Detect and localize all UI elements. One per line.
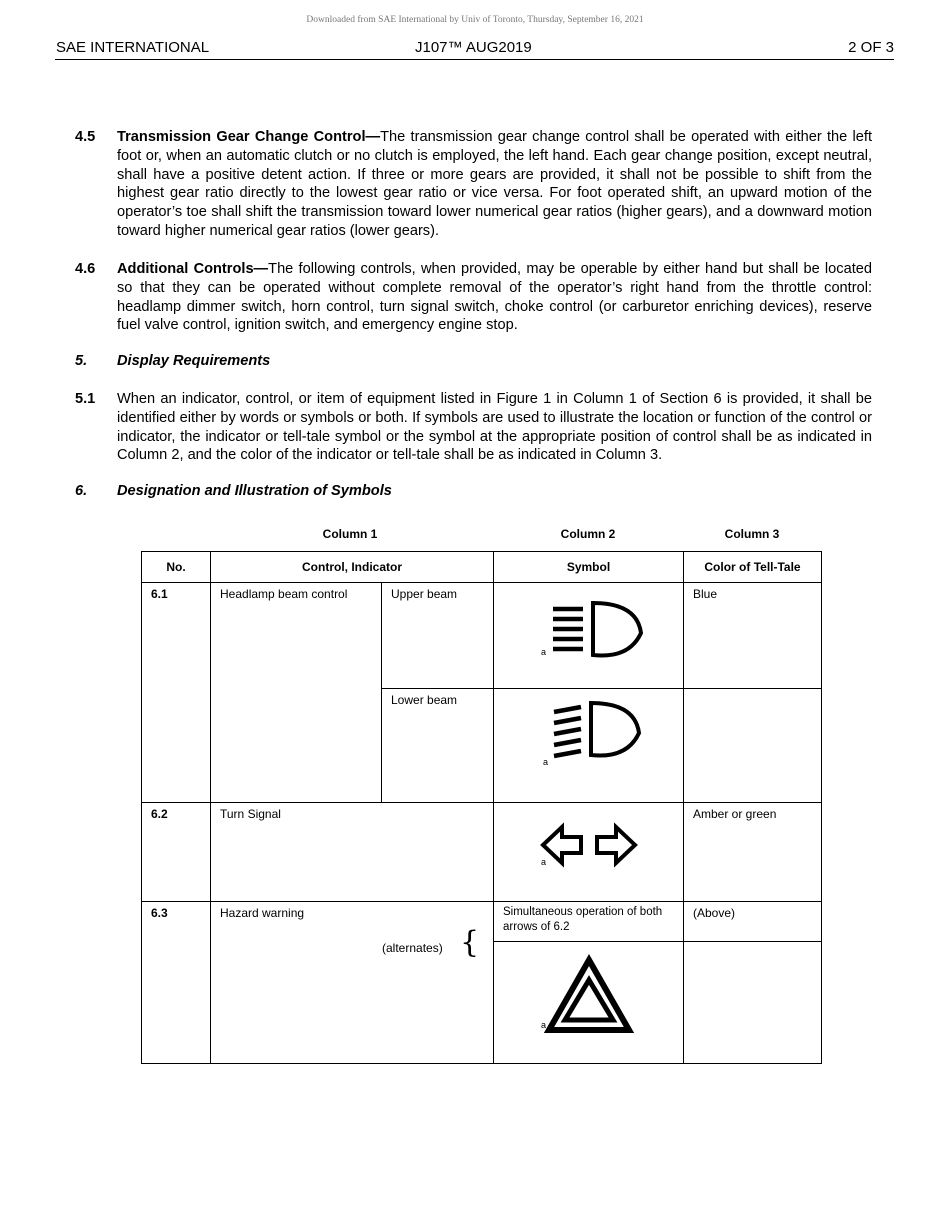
- row-color: (Above): [684, 902, 822, 942]
- row-subcontrol: Lower beam: [382, 689, 494, 803]
- row-symbol: [494, 689, 684, 803]
- headlamp-upper-beam-icon: [529, 587, 649, 667]
- section-4-6: [75, 260, 872, 335]
- table-row: [142, 803, 822, 902]
- header-org: SAE INTERNATIONAL: [56, 39, 210, 56]
- header-symbol: Symbol: [494, 552, 684, 583]
- row-control: Headlamp beam control: [211, 583, 382, 803]
- section-text: When an indicator, control, or item of equipment listed in Figure 1 in Column 1 of Section 6 is provided, it shall be identified either by words or symbols or both. If symbols are used to illustrate the location or function of the control or indicator, the indicator or tell-tale symbol or the symbol at the appropriate position of control shall be as indicated in Column 2, and the color of the indicator or tell-tale shall be as indicated in Column 3.: [117, 391, 872, 464]
- header-color: Color of Tell-Tale: [684, 552, 822, 583]
- section-lead: Additional Controls—: [117, 261, 269, 277]
- row-number: 6.1: [142, 583, 211, 803]
- symbols-table: [141, 551, 822, 1064]
- header-control: Control, Indicator: [211, 552, 494, 583]
- row-color: Blue: [684, 583, 822, 689]
- section-title: Designation and Illustration of Symbols: [117, 483, 392, 499]
- table-row: [142, 583, 822, 689]
- section-title: Display Requirements: [117, 353, 271, 369]
- row-symbol: [494, 942, 684, 1064]
- brace-icon: {: [460, 925, 480, 960]
- row-color: [684, 942, 822, 1064]
- section-number: 4.5: [75, 129, 96, 145]
- header-doc-id: J107™ AUG2019: [415, 39, 532, 56]
- hazard-triangle-icon: [529, 946, 649, 1046]
- section-text: The transmission gear change control shall be operated with either the left foot or, when an automatic clutch or no clutch is employed, the left hand. Each gear change position, except neutral, shall have a positive detent action. If three or more gears are provided, it shall not be possible to shift from the highest gear ratio directly to the lowest gear ratio or vice versa. For foot operated shift, an upward motion of the operator’s toe shall shift the transmission toward lower numerical gear ratios (higher gears), and a downward motion toward higher numerical gear ratios (lower gears).: [117, 129, 873, 239]
- section-text: The following controls, when provided, may be operable by either hand but shall be located so that they can be operated without complete removal of the operator’s right hand from the throttle control: headlamp dimmer switch, horn control, turn signal switch, choke control (or carburetor enriching devices), reserve fuel valve control, ignition switch, and emergency engine stop.: [117, 261, 872, 334]
- row-control: Turn Signal: [211, 803, 494, 902]
- column-1-label: Column 1: [322, 527, 378, 541]
- headlamp-lower-beam-icon: [529, 693, 649, 773]
- page-header: [55, 38, 894, 60]
- section-5-1: [75, 390, 872, 465]
- section-5-heading: [75, 353, 271, 369]
- row-color: Amber or green: [684, 803, 822, 902]
- section-4-5: [75, 128, 872, 241]
- header-no: No.: [142, 552, 211, 583]
- table-header-row: [142, 552, 822, 583]
- row-subcontrol: Upper beam: [382, 583, 494, 689]
- row-symbol: [494, 803, 684, 902]
- alternates-label: (alternates): [382, 941, 443, 955]
- row-color: [684, 689, 822, 803]
- row-symbol: [494, 583, 684, 689]
- symbol-note: a: [540, 647, 546, 657]
- row-control: Hazard warning: [211, 902, 494, 1064]
- section-number: 5.: [75, 353, 88, 369]
- symbol-note: a: [540, 857, 546, 867]
- column-2-label: Column 2: [560, 527, 616, 541]
- turn-signal-arrows-icon: [529, 807, 649, 877]
- section-6-heading: [75, 483, 392, 499]
- row-number: 6.3: [142, 902, 211, 1064]
- row-symbol-text: Simultaneous operation of both arrows of 6.2: [494, 902, 684, 942]
- symbol-note: a: [542, 757, 548, 767]
- section-number: 5.1: [75, 391, 96, 407]
- symbol-note: a: [540, 1020, 546, 1030]
- section-number: 6.: [75, 483, 88, 499]
- download-note: Downloaded from SAE International by Univ of Toronto, Thursday, September 16, 2021: [306, 15, 644, 25]
- section-lead: Transmission Gear Change Control—: [117, 129, 381, 145]
- section-number: 4.6: [75, 261, 96, 277]
- row-number: 6.2: [142, 803, 211, 902]
- table-row: [142, 902, 822, 942]
- column-3-label: Column 3: [724, 527, 780, 541]
- header-page-number: 2 OF 3: [848, 39, 894, 56]
